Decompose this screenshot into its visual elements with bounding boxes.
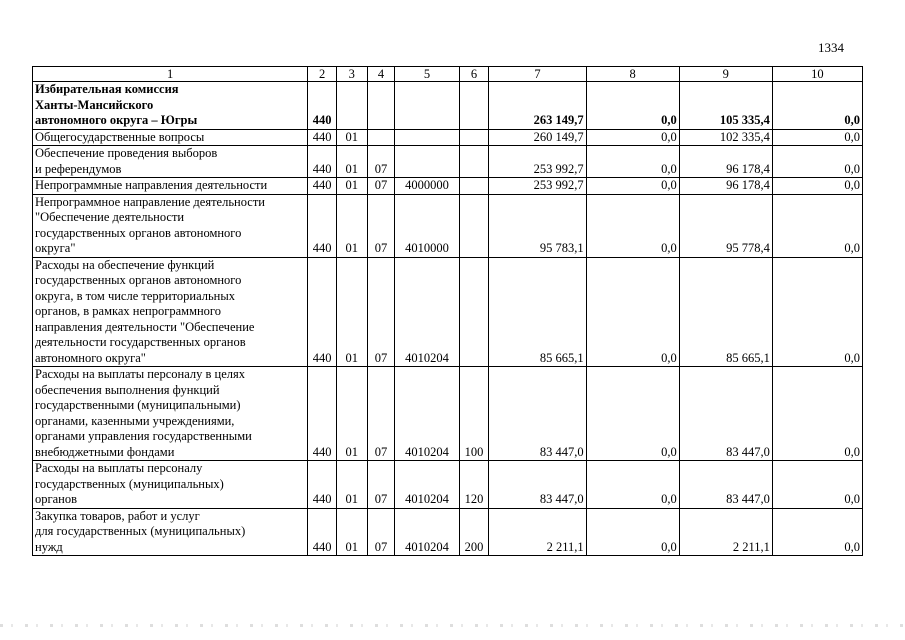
item-name-line: деятельности государственных органов bbox=[35, 335, 246, 349]
amount-cell: 85 665,1 bbox=[679, 257, 772, 367]
column-header: 10 bbox=[772, 67, 862, 82]
item-name-line: Непрограммные направления деятельности bbox=[35, 178, 268, 192]
item-name-cell bbox=[33, 146, 308, 178]
subsection-cell: 07 bbox=[367, 508, 395, 556]
target-article-cell: 4010204 bbox=[395, 508, 459, 556]
column-header: 6 bbox=[459, 67, 489, 82]
admin-code-cell: 440 bbox=[308, 178, 337, 195]
section-cell: 01 bbox=[336, 178, 367, 195]
column-header: 3 bbox=[336, 67, 367, 82]
amount-cell: 102 335,4 bbox=[679, 129, 772, 146]
table-row bbox=[33, 178, 863, 195]
item-name-line: направления деятельности "Обеспечение bbox=[35, 319, 255, 334]
item-name-line: нужд bbox=[35, 539, 63, 554]
item-name-cell bbox=[33, 178, 308, 195]
amount-cell: 95 778,4 bbox=[679, 194, 772, 257]
item-name-cell bbox=[33, 129, 308, 146]
section-cell: 01 bbox=[336, 367, 367, 461]
column-header: 7 bbox=[489, 67, 586, 82]
column-header: 9 bbox=[679, 67, 772, 82]
amount-cell: 96 178,4 bbox=[679, 146, 772, 178]
table-row bbox=[33, 129, 863, 146]
item-name-line: органами управления государственными bbox=[35, 429, 252, 443]
item-name-line: Избирательная комиссия bbox=[35, 82, 179, 96]
item-name-line: автономного округа – Югры bbox=[35, 113, 198, 127]
target-article-cell: 4010204 bbox=[395, 257, 459, 367]
amount-cell: 0,0 bbox=[772, 257, 862, 367]
expense-type-cell: 120 bbox=[459, 461, 489, 509]
amount-cell: 83 447,0 bbox=[489, 367, 586, 461]
expense-type-cell bbox=[459, 146, 489, 178]
item-name-line: органов bbox=[35, 492, 78, 506]
expense-type-cell bbox=[459, 178, 489, 195]
column-header: 8 bbox=[586, 67, 679, 82]
amount-cell: 0,0 bbox=[586, 82, 679, 130]
target-article-cell: 4000000 bbox=[395, 178, 459, 195]
table-row bbox=[33, 461, 863, 509]
amount-cell: 0,0 bbox=[586, 146, 679, 178]
admin-code-cell: 440 bbox=[308, 82, 337, 130]
amount-cell: 0,0 bbox=[586, 178, 679, 195]
item-name-line: Расходы на выплаты персоналу bbox=[35, 461, 203, 475]
table-row bbox=[33, 82, 863, 130]
admin-code-cell: 440 bbox=[308, 129, 337, 146]
amount-cell: 0,0 bbox=[586, 461, 679, 509]
amount-cell: 0,0 bbox=[772, 508, 862, 556]
amount-cell: 2 211,1 bbox=[679, 508, 772, 556]
amount-cell: 0,0 bbox=[586, 508, 679, 556]
subsection-cell: 07 bbox=[367, 257, 395, 367]
item-name-line: Расходы на выплаты персоналу в целях bbox=[35, 367, 245, 381]
amount-cell: 83 447,0 bbox=[489, 461, 586, 509]
section-cell: 01 bbox=[336, 461, 367, 509]
item-name-line: Непрограммное направление деятельности bbox=[35, 194, 265, 209]
expense-type-cell: 100 bbox=[459, 367, 489, 461]
item-name-line: округа" bbox=[35, 241, 76, 255]
table-row bbox=[33, 194, 863, 257]
item-name-cell bbox=[33, 461, 308, 509]
table-row bbox=[33, 146, 863, 178]
item-name-line: Закупка товаров, работ и услуг bbox=[35, 508, 200, 523]
expense-type-cell bbox=[459, 82, 489, 130]
table-row bbox=[33, 367, 863, 461]
section-cell: 01 bbox=[336, 146, 367, 178]
item-name-line: для государственных (муниципальных) bbox=[35, 524, 246, 538]
subsection-cell bbox=[367, 129, 395, 146]
amount-cell: 83 447,0 bbox=[679, 461, 772, 509]
section-cell: 01 bbox=[336, 194, 367, 257]
item-name-line: органами, казенными учреждениями, bbox=[35, 413, 235, 428]
section-cell: 01 bbox=[336, 508, 367, 556]
table-row bbox=[33, 508, 863, 556]
item-name-cell bbox=[33, 82, 308, 130]
admin-code-cell: 440 bbox=[308, 461, 337, 509]
item-name-line: государственных органов автономного bbox=[35, 225, 242, 240]
item-name-cell bbox=[33, 194, 308, 257]
subsection-cell bbox=[367, 82, 395, 130]
amount-cell: 0,0 bbox=[586, 257, 679, 367]
amount-cell: 0,0 bbox=[586, 194, 679, 257]
column-header: 5 bbox=[395, 67, 459, 82]
subsection-cell: 07 bbox=[367, 461, 395, 509]
target-article-cell: 4010000 bbox=[395, 194, 459, 257]
item-name-line: и референдумов bbox=[35, 161, 122, 176]
amount-cell: 253 992,7 bbox=[489, 146, 586, 178]
target-article-cell: 4010204 bbox=[395, 367, 459, 461]
item-name-line: государственных (муниципальных) bbox=[35, 476, 224, 491]
amount-cell: 260 149,7 bbox=[489, 129, 586, 146]
amount-cell: 0,0 bbox=[772, 194, 862, 257]
amount-cell: 253 992,7 bbox=[489, 178, 586, 195]
table-row bbox=[33, 257, 863, 367]
admin-code-cell: 440 bbox=[308, 508, 337, 556]
amount-cell: 0,0 bbox=[586, 129, 679, 146]
amount-cell: 0,0 bbox=[772, 146, 862, 178]
section-cell: 01 bbox=[336, 257, 367, 367]
subsection-cell: 07 bbox=[367, 146, 395, 178]
expense-type-cell bbox=[459, 257, 489, 367]
target-article-cell bbox=[395, 82, 459, 130]
amount-cell: 0,0 bbox=[772, 461, 862, 509]
item-name-line: Ханты-Мансийского bbox=[35, 97, 154, 112]
section-cell bbox=[336, 82, 367, 130]
amount-cell: 0,0 bbox=[772, 82, 862, 130]
item-name-line: Расходы на обеспечение функций bbox=[35, 257, 215, 272]
expense-type-cell: 200 bbox=[459, 508, 489, 556]
admin-code-cell: 440 bbox=[308, 194, 337, 257]
page-number: 1334 bbox=[818, 40, 844, 55]
expense-type-cell bbox=[459, 194, 489, 257]
target-article-cell: 4010204 bbox=[395, 461, 459, 509]
item-name-cell bbox=[33, 367, 308, 461]
column-number-row bbox=[33, 67, 863, 82]
item-name-line: округа, в том числе территориальных bbox=[35, 288, 236, 303]
item-name-line: обеспечения выполнения функций bbox=[35, 382, 220, 397]
amount-cell: 96 178,4 bbox=[679, 178, 772, 195]
item-name-line: Общегосударственные вопросы bbox=[35, 129, 205, 144]
subsection-cell: 07 bbox=[367, 178, 395, 195]
subsection-cell: 07 bbox=[367, 194, 395, 257]
amount-cell: 263 149,7 bbox=[489, 82, 586, 130]
scan-noise-line bbox=[0, 624, 905, 627]
item-name-line: внебюджетными фондами bbox=[35, 444, 175, 459]
item-name-line: Обеспечение проведения выборов bbox=[35, 146, 218, 160]
amount-cell: 95 783,1 bbox=[489, 194, 586, 257]
item-name-cell bbox=[33, 508, 308, 556]
admin-code-cell: 440 bbox=[308, 367, 337, 461]
column-header: 1 bbox=[33, 67, 308, 82]
item-name-line: государственными (муниципальными) bbox=[35, 398, 241, 412]
amount-cell: 0,0 bbox=[772, 178, 862, 195]
item-name-cell bbox=[33, 257, 308, 367]
section-cell: 01 bbox=[336, 129, 367, 146]
target-article-cell bbox=[395, 146, 459, 178]
subsection-cell: 07 bbox=[367, 367, 395, 461]
amount-cell: 105 335,4 bbox=[679, 82, 772, 130]
admin-code-cell: 440 bbox=[308, 146, 337, 178]
amount-cell: 83 447,0 bbox=[679, 367, 772, 461]
amount-cell: 0,0 bbox=[772, 367, 862, 461]
item-name-line: государственных органов автономного bbox=[35, 273, 242, 287]
amount-cell: 85 665,1 bbox=[489, 257, 586, 367]
amount-cell: 0,0 bbox=[772, 129, 862, 146]
amount-cell: 2 211,1 bbox=[489, 508, 586, 556]
column-header: 2 bbox=[308, 67, 337, 82]
item-name-line: автономного округа" bbox=[35, 350, 146, 365]
budget-table bbox=[32, 66, 863, 556]
item-name-line: "Обеспечение деятельности bbox=[35, 210, 185, 224]
column-header: 4 bbox=[367, 67, 395, 82]
admin-code-cell: 440 bbox=[308, 257, 337, 367]
target-article-cell bbox=[395, 129, 459, 146]
expense-type-cell bbox=[459, 129, 489, 146]
item-name-line: органов, в рамках непрограммного bbox=[35, 304, 221, 318]
amount-cell: 0,0 bbox=[586, 367, 679, 461]
